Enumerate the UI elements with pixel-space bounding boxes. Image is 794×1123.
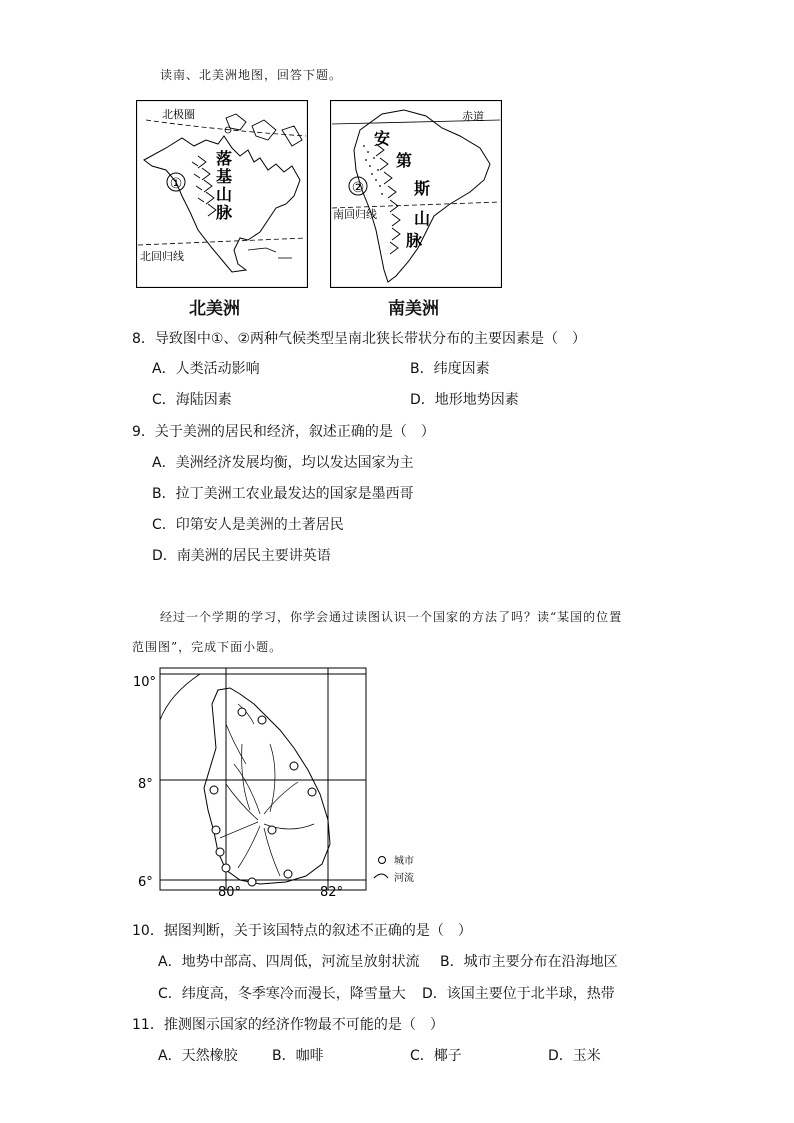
question-8-option-b[interactable]: B．纬度因素 [410,361,490,377]
na-arctic-label: 北极圈 [162,108,195,121]
question-9-stem: 9．关于美洲的居民和经济，叙述正确的是（ ） [132,424,435,440]
question-10-option-a[interactable]: A．地势中部高、四周低，河流呈放射状流 [158,954,420,970]
question-11-stem: 11．推测图示国家的经济作物最不可能的是（ ） [132,1017,444,1033]
legend-river-symbol [374,874,388,878]
na-mountain-char-1: 落 [216,149,233,168]
sa-mountain-char-2: 第 [396,151,413,170]
legend-river-label: 河流 [394,873,414,884]
question-8-option-a[interactable]: A．人类活动影响 [152,361,260,377]
question-8-stem: 8．导致图中①、②两种气候类型呈南北狭长带状分布的主要因素是（ ） [132,331,587,347]
na-mountain-char-4: 脉 [216,203,233,222]
question-9-option-b[interactable]: B．拉丁美洲工农业最发达的国家是墨西哥 [152,486,414,502]
north-america-caption: 北美洲 [189,299,240,319]
lat-label-8: 8° [138,777,153,792]
section2-intro-line-2: 范围图”，完成下面小题。 [132,640,283,654]
lat-label-10: 10° [133,675,157,690]
sa-equator-label: 赤道 [462,110,484,123]
question-10-option-d[interactable]: D．该国主要位于北半球，热带 [422,986,615,1002]
sa-mountain-char-3: 斯 [414,179,431,198]
lat-label-6: 6° [138,875,153,890]
south-america-map-svg [330,100,502,288]
sa-tropic-label: 南回归线 [333,208,377,221]
na-region-label: ① [169,176,183,192]
section2-intro-line-1: 经过一个学期的学习，你学会通过读图认识一个国家的方法了吗？读“某国的位置 [160,610,623,624]
sa-mountain-char-1: 安 [374,129,391,148]
sa-mountain-char-5: 脉 [406,231,423,250]
question-11-option-a[interactable]: A．天然橡胶 [158,1048,238,1064]
question-8-option-c[interactable]: C．海陆因素 [152,392,232,408]
sa-region-label: ② [351,180,365,196]
section1-intro: 读南、北美洲地图，回答下题。 [160,68,343,82]
question-10-stem: 10．据图判断，关于该国特点的叙述不正确的是（ ） [132,923,472,939]
country-location-map [130,664,430,896]
question-10-option-b[interactable]: B．城市主要分布在沿海地区 [440,954,618,970]
north-america-map [136,100,308,288]
question-11-option-c[interactable]: C．椰子 [410,1048,462,1064]
lon-label-82: 82° [320,885,344,896]
lon-label-80: 80° [218,885,242,896]
question-10-option-c[interactable]: C．纬度高，冬季寒冷而漫长，降雪量大 [158,986,406,1002]
north-america-map-svg [136,100,308,288]
south-america-caption: 南美洲 [388,299,439,319]
sa-mountain-char-4: 山 [414,209,431,228]
question-9-option-d[interactable]: D．南美洲的居民主要讲英语 [152,548,331,564]
legend-city-symbol [379,857,386,864]
question-8-option-d[interactable]: D．地形地势因素 [410,392,519,408]
question-11-option-d[interactable]: D．玉米 [548,1048,601,1064]
question-11-option-b[interactable]: B．咖啡 [272,1048,324,1064]
south-america-map [330,100,502,288]
na-mountain-char-2: 基 [216,167,233,186]
na-mountain-char-3: 山 [216,185,233,204]
na-tropic-label: 北回归线 [140,250,184,263]
legend-city-label: 城市 [394,856,414,867]
question-9-option-c[interactable]: C．印第安人是美洲的土著居民 [152,517,344,533]
country-location-map-svg [130,664,430,896]
question-9-option-a[interactable]: A．美洲经济发展均衡，均以发达国家为主 [152,455,414,471]
